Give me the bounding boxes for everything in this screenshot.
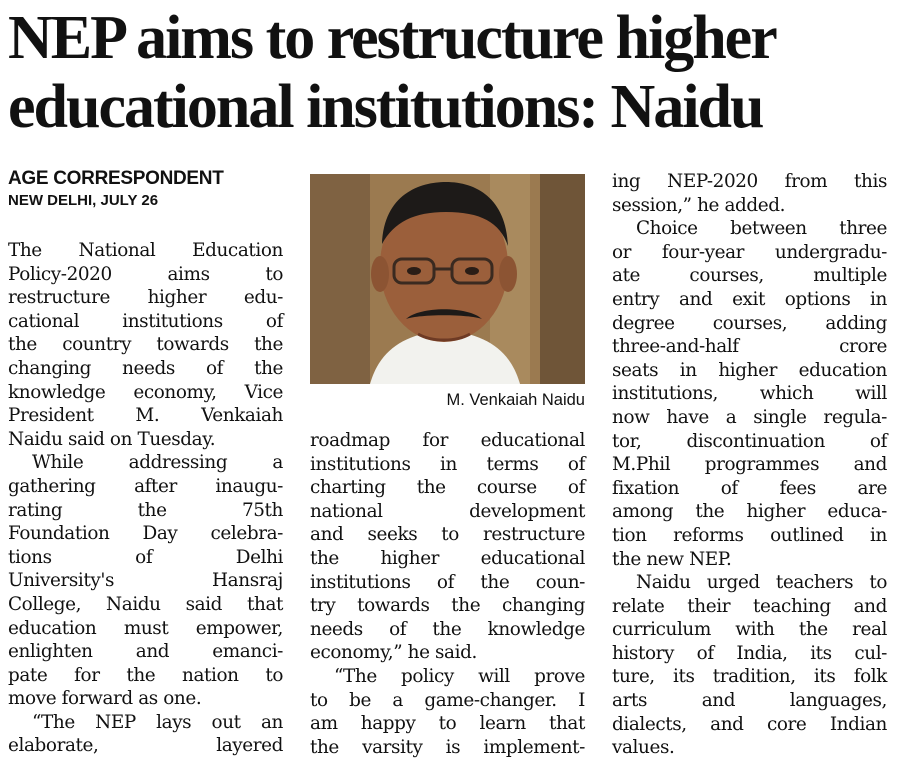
text-line: changing needs of the — [8, 357, 283, 379]
text-line: move forward as one. — [8, 688, 202, 710]
headline-line-1: NEP aims to restructure higher — [8, 4, 776, 72]
headline — [8, 4, 892, 142]
text-line: Foundation Day celebra- — [8, 523, 283, 545]
text-line: Naidu said on Tuesday. — [8, 428, 216, 450]
text-line: and seeks to restructure — [310, 524, 585, 546]
text-line: to be a game-changer. I — [310, 689, 585, 711]
text-line: relate their teaching and — [612, 595, 887, 617]
text-line: Naidu urged teachers to — [636, 572, 887, 594]
text-line: ate courses, multiple — [612, 265, 887, 287]
text-line: economy,” he said. — [310, 642, 477, 664]
text-line: gathering after inaugu- — [8, 475, 283, 497]
text-line: now have a single regula- — [612, 406, 887, 428]
text-line: ing NEP-2020 from this — [612, 171, 887, 192]
text-line: tions of Delhi — [8, 546, 283, 568]
text-line: dialects, and core Indian — [612, 713, 887, 735]
text-line: University's Hansraj — [8, 570, 283, 592]
text-line: “The policy will prove — [334, 665, 585, 687]
text-line: tor, discontinuation of — [612, 430, 887, 452]
text-line: M.Phil programmes and — [612, 454, 887, 476]
text-line: While addressing a — [32, 452, 283, 474]
text-line: arts and languages, — [612, 690, 887, 712]
article-column-1 — [8, 239, 283, 758]
text-line: enlighten and emanci- — [8, 641, 283, 663]
text-line: seats in higher education — [612, 359, 887, 381]
text-line: the new NEP. — [612, 548, 732, 570]
text-line: ture, its tradition, its folk — [612, 666, 887, 688]
text-line: rating the 75th — [8, 499, 283, 521]
text-line: am happy to learn that — [310, 713, 585, 735]
text-line: among the higher educa- — [612, 501, 887, 523]
text-line: education must empower, — [8, 617, 283, 639]
portrait-illustration — [310, 174, 585, 384]
text-line: values. — [612, 737, 675, 759]
text-line: tion reforms outlined in — [612, 524, 887, 546]
text-line: degree courses, adding — [612, 312, 887, 334]
text-line: entry and exit options in — [612, 288, 887, 310]
text-line: charting the course of — [310, 477, 585, 499]
text-line: the higher educational — [310, 547, 585, 569]
text-line: three-and-half crore — [612, 336, 887, 358]
text-line: national development — [310, 500, 585, 522]
text-line: institutions in terms of — [310, 453, 585, 475]
text-line: institutions, which will — [612, 383, 887, 405]
text-line: session,” he added. — [612, 194, 786, 216]
text-line: needs of the knowledge — [310, 618, 585, 640]
text-line: institutions of the coun- — [310, 571, 585, 593]
text-line: College, Naidu said that — [8, 593, 283, 615]
text-line: elaborate, layered — [8, 735, 283, 757]
text-line: try towards the changing — [310, 595, 585, 617]
byline-author: AGE CORRESPONDENT — [8, 168, 224, 189]
dateline: NEW DELHI, JULY 26 — [8, 192, 159, 209]
text-line: curriculum with the real — [612, 619, 887, 641]
text-line: roadmap for educational — [310, 430, 585, 451]
text-line: President M. Venkaiah — [8, 405, 283, 427]
headline-line-2: educational institutions: Naidu — [8, 73, 763, 141]
text-line: “The NEP lays out an — [32, 711, 283, 733]
text-line: cational institutions of — [8, 310, 283, 332]
text-line: Policy-2020 aims to — [8, 263, 283, 285]
text-line: the varsity is implement- — [310, 736, 585, 758]
text-line: The National Education — [8, 240, 283, 261]
byline — [8, 168, 224, 211]
text-line: Choice between three — [636, 218, 887, 240]
text-line: the country towards the — [8, 334, 283, 356]
article-column-2 — [310, 429, 585, 759]
text-line: history of India, its cul- — [612, 642, 887, 664]
text-line: or four-year undergradu- — [612, 241, 887, 263]
article-column-3 — [612, 170, 887, 760]
text-line: restructure higher edu- — [8, 287, 283, 309]
photo-caption: M. Venkaiah Naidu — [446, 391, 585, 409]
text-line: knowledge economy, Vice — [8, 381, 283, 403]
text-line: fixation of fees are — [612, 477, 887, 499]
text-line: pate for the nation to — [8, 664, 283, 686]
portrait-photo — [310, 174, 585, 384]
